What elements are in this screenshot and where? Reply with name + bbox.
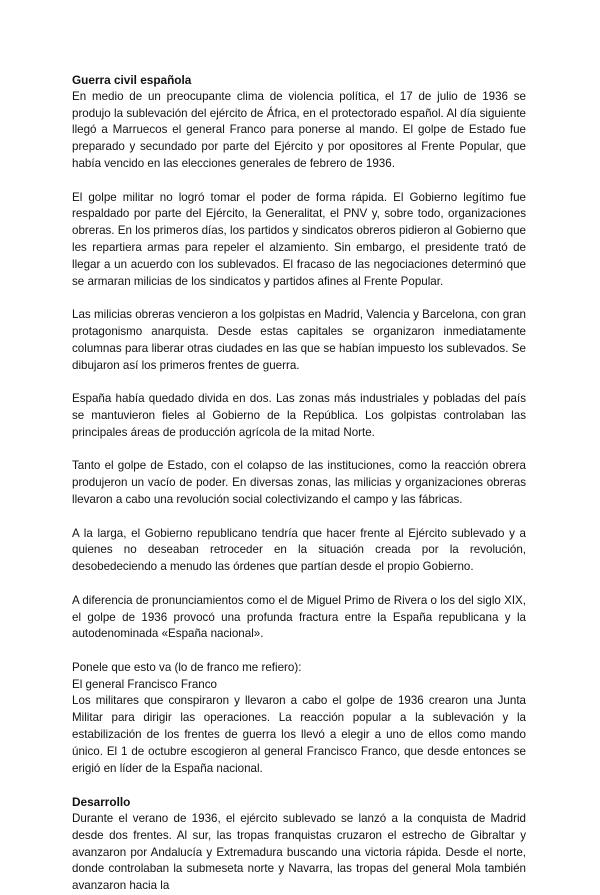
- note-line: Ponele que esto va (lo de franco me refiero):: [72, 660, 302, 674]
- paragraph-7: A diferencia de pronunciamientos como el de Miguel Primo de Rivera o los del siglo XIX, el golpe de 1936 provocó una profunda fractura entre la España republicana y la autodenominada «España nacional».: [72, 593, 526, 641]
- paragraph-4: España había quedado divida en dos. Las zonas más industriales y pobladas del país se mantuvieron fieles al Gobierno de la República. Los golpistas controlaban las principales áreas de producción agrícola de la mitad Norte.: [72, 392, 526, 439]
- paragraph-5: Tanto el golpe de Estado, con el colapso de las instituciones, como la reacción obrera produjeron un vacío de poder. En diversas zonas, las milicias y organizaciones obreras llevaron a cabo una revolución social colectivizando el campo y las fábricas.: [72, 459, 526, 506]
- paragraph-2: El golpe militar no logró tomar el poder de forma rápida. El Gobierno legítimo fue respaldado por parte del Ejército, la Generalitat, el PNV y, sobre todo, organizaciones obreras. En los primeros días, los partidos y sindicatos obreros pidieron al Gobierno que les repartiera armas para repeler el alzamiento. Sin embargo, el presidente trató de llegar a un acuerdo con los sublevados. El fracaso de las negociaciones determinó que se armaran milicias de los sindicatos y partidos afines al Frente Popular.: [72, 190, 526, 288]
- paragraph-6: A la larga, el Gobierno republicano tendría que hacer frente al Ejército sublevado y a quienes no deseaban retroceder en la situación creada por la revolución, desobedeciendo a menudo las órdenes que partían desde el propio Gobierno.: [72, 526, 526, 574]
- franco-subheading: El general Francisco Franco: [72, 677, 217, 691]
- document-body: [72, 72, 526, 895]
- franco-paragraph: Los militares que conspiraron y llevaron a cabo el golpe de 1936 crearon una Junta Militar para dirigir las operaciones. La reacción popular a la sublevación y la estabilización de los frentes de guerra los llevó a elegir a uno de ellos como mando único. El 1 de octubre escogieron al general Francisco Franco, que desde entonces se erigió en líder de la España nacional.: [72, 694, 526, 775]
- section-heading-guerra-civil: Guerra civil española: [72, 73, 192, 87]
- desarrollo-paragraph: Durante el verano de 1936, el ejército sublevado se lanzó a la conquista de Madrid desde dos frentes. Al sur, las tropas franquistas cruzaron el estrecho de Gibraltar y avanzaron por Andalucía y Extremadura buscando una victoria rápida. Desde el norte, donde controlaban la submeseta norte y Navarra, las tropas del general Mola también avanzaron hacia la: [72, 812, 526, 893]
- paragraph-1: En medio de un preocupante clima de violencia política, el 17 de julio de 1936 se produjo la sublevación del ejército de África, en el protectorado español. Al día siguiente llegó a Marruecos el general Franco para ponerse al mando. El golpe de Estado fue preparado y secundado por parte del Ejército y por opositores al Frente Popular, que había vencido en las elecciones generales de febrero de 1936.: [72, 89, 526, 170]
- section-heading-desarrollo: Desarrollo: [72, 795, 131, 810]
- paragraph-3: Las milicias obreras vencieron a los golpistas en Madrid, Valencia y Barcelona, con gran protagonismo anarquista. Desde estas capitales se organizaron inmediatamente columnas para liberar otras ciudades en las que se habían impuesto los sublevados. Se dibujaron así los primeros frentes de guerra.: [72, 308, 526, 372]
